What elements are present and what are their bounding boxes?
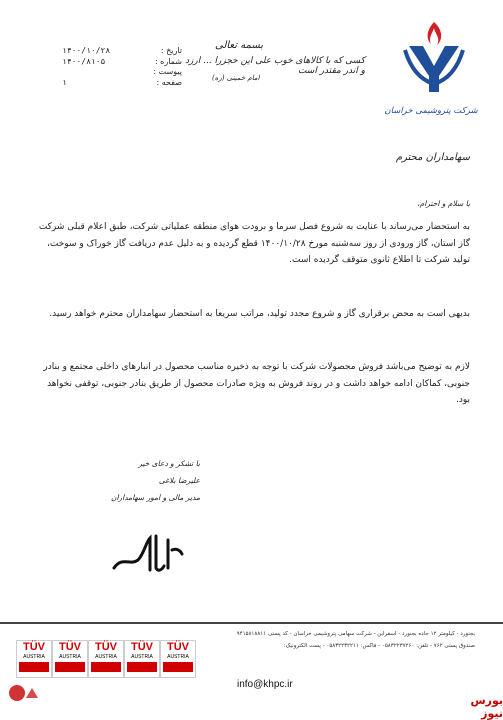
tuv-cert-badge xyxy=(88,640,124,678)
tuv-brand: TÜV xyxy=(59,641,81,653)
tuv-bar xyxy=(55,662,85,672)
footer-email: info@khpc.ir xyxy=(237,679,293,690)
signer-name: علیرضا بلاغی xyxy=(158,476,200,485)
paragraph-sales-notice: لازم به توضیح می‌باشد فروش محصولات شرکت با توجه به ذخیره مناسب محصول در انبارهای داخلی مجتمع و بنادر جنوبی، کماکان ادامه خواهد داشت و در روند فروش به ویژه صادرات محصول از طریق بنادر جنوبی، توقفی نخواهد بود. xyxy=(43,362,470,405)
page-label: صفحه : xyxy=(156,77,182,87)
tuv-brand: TÜV xyxy=(95,641,117,653)
reference-block xyxy=(62,46,182,88)
tuv-bar xyxy=(19,662,49,672)
footer-address xyxy=(200,628,475,652)
handwritten-signature xyxy=(110,520,190,578)
watermark-text: بورس نیوز xyxy=(470,694,503,720)
tuv-cert-badge xyxy=(16,640,52,678)
tuv-bar xyxy=(127,662,157,672)
number-row xyxy=(62,57,182,68)
paragraph-restart-notice: بدیهی است به محض برقراری گاز و شروع مجدد تولید، مراتب سریعا به استحضار سهامداران محترم خواهد رسید. xyxy=(49,309,470,319)
tuv-region: AUSTRIA xyxy=(131,654,153,660)
tuv-cert-badge xyxy=(160,640,196,678)
tuv-brand: TÜV xyxy=(131,641,153,653)
date-label: تاریخ : xyxy=(160,46,182,55)
page-row xyxy=(62,78,182,89)
greeting: با سلام و احترام، xyxy=(417,199,470,208)
watermark-logo-icon xyxy=(6,682,46,704)
paragraph-shutdown-notice: به استحضار می‌رساند با عنایت به شروع فصل سرما و برودت هوای منطقه عملیاتی شرکت، طبق اعلام قبلی شرکت گاز استان، گاز ورودی از روز سه‌شنبه مورخ ۱۴۰۰/۱۰/۲۸ قطع گردیده و به دلیل عدم دریافت گاز خوراک و سوخت، تولید شرکت تا اطلاع ثانوی متوقف گردیده است. xyxy=(38,222,470,265)
closing-line: با تشکر و دعای خیر xyxy=(138,459,200,468)
footer-address-line: بجنورد - کیلومتر ۱۲ جاده بجنورد - اسفراین - شرکت سهامی پتروشیمی خراسان - کد پستی ۹۴۱۵۸۱۸۸۱۱ xyxy=(236,631,475,637)
footer-contact-line: صندوق پستی ۷۶۲ - تلفن: ۰۵۸۳۲۲۳۷۲۶۰ - فاکس: ۰۵۸۳۲۲۳۲۲۱۱ - پست الکترونیک: xyxy=(283,643,475,649)
page-value: ۱ xyxy=(62,77,67,87)
motto-attribution: امام خمینی (ره) xyxy=(212,74,260,82)
tuv-cert-badge xyxy=(52,640,88,678)
tuv-cert-badge xyxy=(124,640,160,678)
number-value: ۱۴۰۰/۸۱۰۵ xyxy=(62,56,106,66)
signature-block xyxy=(100,455,200,506)
date-value: ۱۴۰۰/۱۰/۲۸ xyxy=(62,46,111,55)
date-row xyxy=(62,46,182,57)
tuv-region: AUSTRIA xyxy=(59,654,81,660)
addressee: سهامداران محترم xyxy=(395,152,470,163)
motto-text: کسی که با کالاهای خوب علی این حجزرا ... ارزد و اندر مقتدر است xyxy=(185,56,365,76)
number-label: شماره : xyxy=(154,56,182,66)
tuv-region: AUSTRIA xyxy=(95,654,117,660)
tuv-brand: TÜV xyxy=(23,641,45,653)
tuv-brand: TÜV xyxy=(167,641,189,653)
tuv-region: AUSTRIA xyxy=(23,654,45,660)
footer-divider xyxy=(0,622,503,624)
tuv-bar xyxy=(91,662,121,672)
basmala: بسمه تعالی xyxy=(215,40,264,51)
signer-title: مدیر مالی و امور سهامداران xyxy=(110,493,200,502)
attachment-row xyxy=(62,67,182,78)
tuv-region: AUSTRIA xyxy=(167,654,189,660)
company-name: شرکت پتروشیمی خراسان xyxy=(384,106,478,116)
tuv-bar xyxy=(163,662,193,672)
company-logo-icon xyxy=(403,18,465,98)
attachment-label: پیوست : xyxy=(153,67,182,76)
